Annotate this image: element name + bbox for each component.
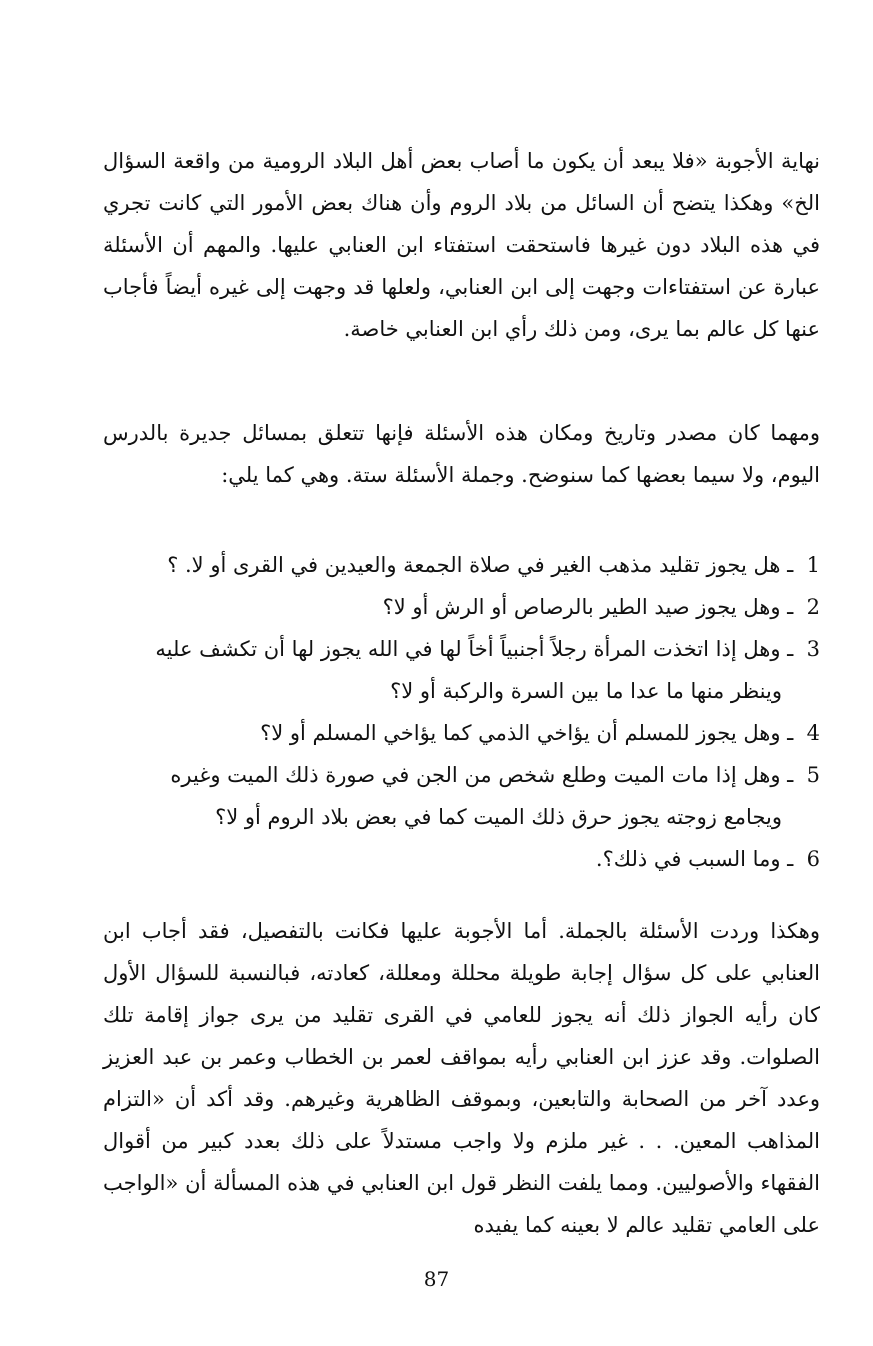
question-number: 6 — [806, 847, 820, 871]
question-number: 4 — [806, 721, 820, 745]
question-item — [103, 838, 820, 880]
question-text: ـ وهل إذا اتخذت المرأة رجلاً أجنبياً أخاً لها في الله يجوز لها أن تكشف عليه — [155, 637, 794, 661]
question-text: ـ وهل إذا مات الميت وطلع شخص من الجن في صورة ذلك الميت وغيره — [170, 763, 794, 787]
question-text: ـ وهل يجوز للمسلم أن يؤاخي الذمي كما يؤاخي المسلم أو لا؟ — [260, 721, 794, 745]
paragraph-answers: وهكذا وردت الأسئلة بالجملة. أما الأجوبة عليها فكانت بالتفصيل، فقد أجاب ابن العنابي على كل سؤال إجابة طويلة محللة ومعللة، كعادته، فبالنسبة للسؤال الأول كان رأيه الجواز ذلك أنه يجوز للعامي في القرى تقليد من يرى جواز إقامة تلك الصلوات. وقد عزز ابن العنابي رأيه بمواقف لعمر بن الخطاب وعمر بن عبد العزيز وعدد آخر من الصحابة والتابعين، وبموقف الظاهرية وغيرهم. وقد أكد أن «التزام المذاهب المعين. . . غير ملزم ولا واجب مستدلاً على ذلك بعدد كبير من أقوال الفقهاء والأصوليين. ومما يلفت النظر قول ابن العنابي في هذه المسألة أن «الواجب على العامي تقليد عالم لا بعينه كما يفيده — [103, 919, 820, 1237]
paragraph-questions-intro: ومهما كان مصدر وتاريخ ومكان هذه الأسئلة فإنها تتعلق بمسائل جديرة بالدرس اليوم، ولا سيما بعضها كما سنوضح. وجملة الأسئلة ستة. وهي كما يلي: — [103, 421, 820, 487]
question-item — [103, 754, 820, 838]
paragraph-intro: نهاية الأجوبة «فلا يبعد أن يكون ما أصاب بعض أهل البلاد الرومية من واقعة السؤال الخ» وهكذا يتضح أن السائل من بلاد الروم وأن هناك بعض الأمور التي كانت تجري في هذه البلاد دون غيرها فاستحقت استفتاء ابن العنابي عليها. والمهم أن الأسئلة عبارة عن استفتاءات وجهت إلى ابن العنابي، ولعلها قد وجهت إلى غيره أيضاً فأجاب عنها كل عالم بما يرى، ومن ذلك رأي ابن العنابي خاصة. — [103, 149, 820, 341]
question-number: 5 — [806, 763, 820, 787]
question-text: ـ وهل يجوز صيد الطير بالرصاص أو الرش أو لا؟ — [382, 595, 794, 619]
question-item — [103, 628, 820, 712]
page-number: 87 — [423, 1267, 450, 1291]
question-item — [103, 586, 820, 628]
question-number: 2 — [806, 595, 820, 619]
questions-list — [103, 544, 820, 880]
question-item — [103, 544, 820, 586]
question-item — [103, 712, 820, 754]
question-number: 3 — [806, 637, 820, 661]
question-text-continued: وينظر منها ما عدا ما بين السرة والركبة أو لا؟ — [390, 679, 782, 703]
question-text-continued: ويجامع زوجته يجوز حرق ذلك الميت كما في بعض بلاد الروم أو لا؟ — [215, 805, 782, 829]
question-text: ـ هل يجوز تقليد مذهب الغير في صلاة الجمعة والعيدين في القرى أو لا. ؟ — [167, 553, 794, 577]
question-number: 1 — [806, 553, 820, 577]
question-text: ـ وما السبب في ذلك؟. — [595, 847, 794, 871]
